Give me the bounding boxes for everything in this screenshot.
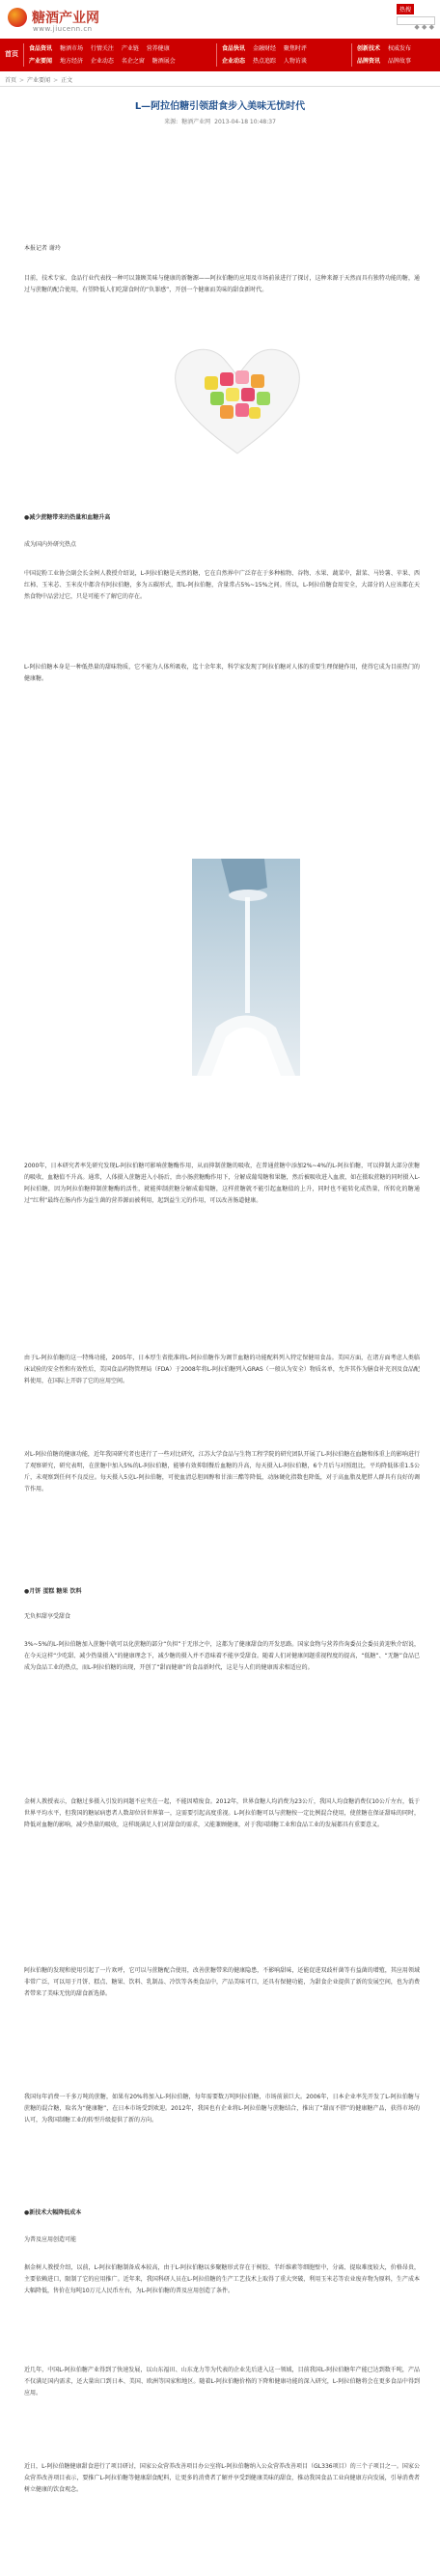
article-meta bbox=[0, 117, 440, 125]
section-subheading-3: 为普及应用创造可能 bbox=[24, 2236, 77, 2243]
nav-item[interactable]: 糖酒展会 bbox=[151, 58, 176, 65]
article-paragraph: 2000年，日本研究者率先研究发现L-阿拉伯糖可影响蔗糖酶作用，从而抑制蔗糖的吸收，在普通蔗糖中添加2%~4%的L-阿拉伯糖，可以抑制大部分蔗糖的吸收，血糖值不升高。通常，人体摄入蔗糖进入小肠后，由小肠蔗糖酶作用下，分解成葡萄糖和果糖，然后被吸收进入血液，如在摄取蔗糖的同时摄入L-阿拉伯糖，因为阿拉伯糖抑制蔗糖酶的活性，就能抑制蔗糖分解成葡萄糖，这样蔗糖就不能引起血糖值的上升，同时也不能转化成热量，所转化的糖通过“红利”最终在肠内作为益生菌的营养源而被利用，起到益生元的作用，可以改善肠道健康。 bbox=[24, 1163, 420, 1204]
nav-group-2 bbox=[222, 42, 313, 68]
nav-divider bbox=[23, 43, 24, 67]
nav-item[interactable]: 聚焦时评 bbox=[283, 45, 307, 52]
breadcrumb-current: 正文 bbox=[61, 77, 73, 84]
article-paragraph: 据金树人教授介绍，以前，L-阿拉伯糖制备成本较高，由于L-阿拉伯糖以多聚糖形式存在于树胶、半纤维素等细胞壁中，分离、提取难度较大，价格昂贵，主要依赖进口，限制了它的应用推广。近年来，我国科研人员在L-阿拉伯糖的生产工艺技术上取得了重大突破，利用玉米芯等农业废弃物为原料，生产成本大幅降低，售价在每吨10万元人民币左右，为L-阿拉伯糖的普及应用创造了条件。 bbox=[24, 2264, 420, 2294]
breadcrumb: 首页 > 产业要闻 > 正文 bbox=[0, 75, 440, 87]
nav-item[interactable]: 热点追踪 bbox=[252, 58, 276, 65]
nav-item[interactable]: 品牌资讯 bbox=[357, 58, 381, 65]
nav-group-1 bbox=[29, 42, 181, 68]
article-paragraph: 由于L-阿拉伯糖的这一特殊功能，2005年，日本厚生省批准将L-阿拉伯糖作为调节血糖的功能配料列入特定保健用食品。美国方面，在诸方面考虑人类临床试验的安全性和有效性后，美国食品药物管理局（FDA）于2008年将L-阿拉伯糖列入GRAS（一般认为安全）物质名单，允许其作为膳食补充剂及食品配料使用，在国际上开辟了它的应用空间。 bbox=[24, 1355, 420, 1384]
site-header bbox=[0, 0, 440, 37]
article-title: L—阿拉伯糖引领甜食步入美味无忧时代 bbox=[134, 101, 306, 112]
section-heading-1: ●减少蔗糖带来的热量和血糖升高 bbox=[24, 514, 111, 521]
nav-item[interactable]: 产业链 bbox=[121, 45, 139, 52]
candy-photo bbox=[162, 330, 313, 471]
nav-item[interactable]: 企业动态 bbox=[90, 58, 114, 65]
nav-item[interactable]: 创新技术 bbox=[357, 45, 381, 52]
nav-item[interactable]: 地方经济 bbox=[59, 58, 83, 65]
site-url: www.jiucenn.cn bbox=[33, 25, 93, 33]
article-paragraph: 我国每年消费一千多万吨的蔗糖，如果有20%将加入L-阿拉伯糖，每年需要数万吨阿拉伯糖，市场前景巨大。2006年，日本企业率先开发了L-阿拉伯糖与蔗糖的混合糖，取名为“健康糖”，在日本市场受到欢迎。2012年，我国也有企业将L-阿拉伯糖与蔗糖结合，推出了“甜而不胖”的健康糖产品，获得市场的认可，为我国制糖工业的转型升级提供了新的方向。 bbox=[24, 2094, 420, 2124]
hot-search-label: 热搜 bbox=[397, 4, 414, 14]
nav-home[interactable]: 首页 bbox=[5, 50, 18, 58]
nav-item[interactable]: 权威发布 bbox=[387, 45, 411, 52]
nav-item[interactable]: 食品快讯 bbox=[222, 45, 246, 52]
article-date: 2013-04-18 10:48:37 bbox=[214, 119, 276, 125]
nav-divider bbox=[216, 43, 217, 67]
nav-item[interactable]: 金融财经 bbox=[252, 45, 276, 52]
nav-item[interactable]: 营养健康 bbox=[146, 45, 170, 52]
article-paragraph: 3%~5%的L-阿拉伯糖加入蔗糖中就可以化蔗糖的部分“负担”于无形之中，这都为了健康甜食的开发思路。国家食物与营养咨询委员会委员黄迎秋介绍说，在今天这样“少吃甜、减少热量摄入”的健康理念下，减少糖的摄入并不意味着不能享受甜食。随着人们对健康问题重视程度的提高，“低糖”、“无糖”食品已成为食品工业的热点，而L-阿拉伯糖的出现，开创了“甜而健康”的食品新时代，这是与人们的健康需求相适应的。 bbox=[24, 1641, 420, 1671]
nav-group-3 bbox=[357, 42, 417, 68]
nav-item[interactable]: 品牌故事 bbox=[387, 58, 411, 65]
section-subheading-1: 成为国内外研究热点 bbox=[24, 541, 77, 548]
share-icons[interactable]: ◆ ◆ ◆ bbox=[414, 23, 434, 31]
breadcrumb-home[interactable]: 首页 bbox=[5, 77, 17, 84]
article-paragraph: 中国淀粉工业协会副会长金树人教授介绍说，L-阿拉伯糖是天然的糖，它在自然界中广泛存在于多种植物、谷物、水果、蔬菜中，甜菜、马铃薯、苹果、西红柿、玉米芯、玉米皮中都含有阿拉伯糖，多为五碳形式，即L-阿拉伯糖，含量常占5%~15%之间。所以，L-阿拉伯糖食用安全，大部分的人应该都在天然食物中品尝过它，只是可能不了解它的存在。 bbox=[24, 570, 420, 600]
nav-item[interactable]: 糖酒市场 bbox=[59, 45, 83, 52]
logo-icon[interactable] bbox=[8, 8, 27, 27]
nav-item[interactable]: 企业动态 bbox=[222, 58, 246, 65]
hot-search bbox=[397, 4, 435, 25]
article-paragraph: 金树人教授表示，食糖过多摄入引发的问题不应夹在一起，不能因噎废食。2012年，世界食糖人均消费为23公斤，我国人均食糖消费仅10公斤左右，低于世界平均水平，但我国的糖尿病患者人数却位居世界第一，这需要引起高度重视。L-阿拉伯糖可以与蔗糖按一定比例混合使用，使蔗糖在保证甜味的同时，降低对血糖的影响，减少热量的吸收，这样既满足人们对甜食的需求，又能兼顾健康，对于我国制糖工业和食品工业的发展都具有重要意义。 bbox=[24, 1798, 420, 1828]
section-heading-2: ●月饼 蛋糕 糖果 饮料 bbox=[24, 1588, 82, 1595]
article-paragraph: 近日，L-阿拉伯糖健康甜食进行了项目研讨，国家公众营养改善项目办公室将L-阿拉伯糖纳入公众营养改善项目（GL336项目）的三个子项目之一。国家公众营养改善项目表示，要推广L-阿拉伯糖等健康甜食配料，让更多的消费者了解并享受到健康美味的甜食，推动我国食品工业向健康方向发展，引导消费者树立健康的饮食观念。 bbox=[24, 2463, 420, 2493]
nav-item[interactable]: 食品资讯 bbox=[29, 45, 53, 52]
article-paragraph: 对L-阿拉伯糖的健康功能，近年我国研究者也进行了一些对比研究，江苏大学食品与生物工程学院的研究团队开展了L-阿拉伯糖在血糖和体重上的影响进行了观察研究，研究表明，在蔗糖中加入5%的L-阿拉伯糖，能够有效抑制餐后血糖的升高，每天摄入L-阿拉伯糖，6个月后与对照组比，平均降低体重1.5公斤，未观察到任何不良反应。每天摄入5克L-阿拉伯糖，可使血清总胆固醇和甘油三酯等降低，动脉硬化指数也降低，对于高血脂及肥胖人群具有良好的调节作用。 bbox=[24, 1451, 420, 1493]
source-label: 来源: bbox=[164, 119, 179, 125]
nav-divider bbox=[351, 43, 352, 67]
nav-item[interactable]: 人物访谈 bbox=[283, 58, 307, 65]
nav-item[interactable]: 行情关注 bbox=[90, 45, 114, 52]
article-paragraph: 目前，技术专家、食品行业代表找一种可以兼顾美味与健康的新糖源——阿拉伯糖的应用及市场前景进行了探讨，这种来源于天然而具有独特功能的糖，通过与蔗糖的配合使用，有望降低人们吃甜食时的“负罪感”，开创一个健康而美味的甜食新时代。 bbox=[24, 275, 420, 293]
breadcrumb-section[interactable]: 产业要闻 bbox=[27, 77, 51, 84]
article-paragraph: 阿拉伯糖的发现和使用引起了一片欢呼，它可以与蔗糖配合使用，改善蔗糖带来的健康隐患，不影响甜味，还能促进双歧杆菌等有益菌的增殖，其应用领域非常广泛，可以用于月饼、糕点、糖果、饮料、乳制品、冷饮等各类食品中，产品美味可口，还具有保健功能，为甜食企业提供了新的发展空间，也为消费者带来了美味无忧的甜食新选择。 bbox=[24, 1967, 420, 1997]
section-subheading-2: 无负担甜享受甜食 bbox=[24, 1613, 71, 1620]
section-heading-3: ●新技术大幅降低成本 bbox=[24, 2209, 82, 2216]
main-nav bbox=[0, 39, 440, 71]
article-paragraph: 近几年，中国L-阿拉伯糖产业得到了快速发展，以山东福田、山东龙力等为代表的企业先后进入这一领域，目前我国L-阿拉伯糖年产能已达到数千吨，产品不仅满足国内需求，还大量出口到日本、美国、欧洲等国家和地区。随着L-阿拉伯糖价格的下降和健康功能的深入研究，L-阿拉伯糖将会在更多食品中得到应用。 bbox=[24, 2367, 420, 2397]
nav-item[interactable]: 产业要闻 bbox=[29, 58, 53, 65]
nav-item[interactable]: 名企之窗 bbox=[121, 58, 145, 65]
article-source: 糖酒产业网 bbox=[181, 119, 211, 125]
article-byline: 本报记者 谢玲 bbox=[24, 245, 61, 252]
article-paragraph: L-阿拉伯糖本身是一种低热量的甜味物质，它不能为人体所吸收，迄十余年来，科学家发现了阿拉伯糖对人体的重要生理保健作用，使得它成为目前热门的健康糖。 bbox=[24, 664, 420, 682]
site-logo-text[interactable]: 糖酒产业网 bbox=[32, 11, 99, 26]
sugar-pour-photo bbox=[192, 859, 300, 1076]
